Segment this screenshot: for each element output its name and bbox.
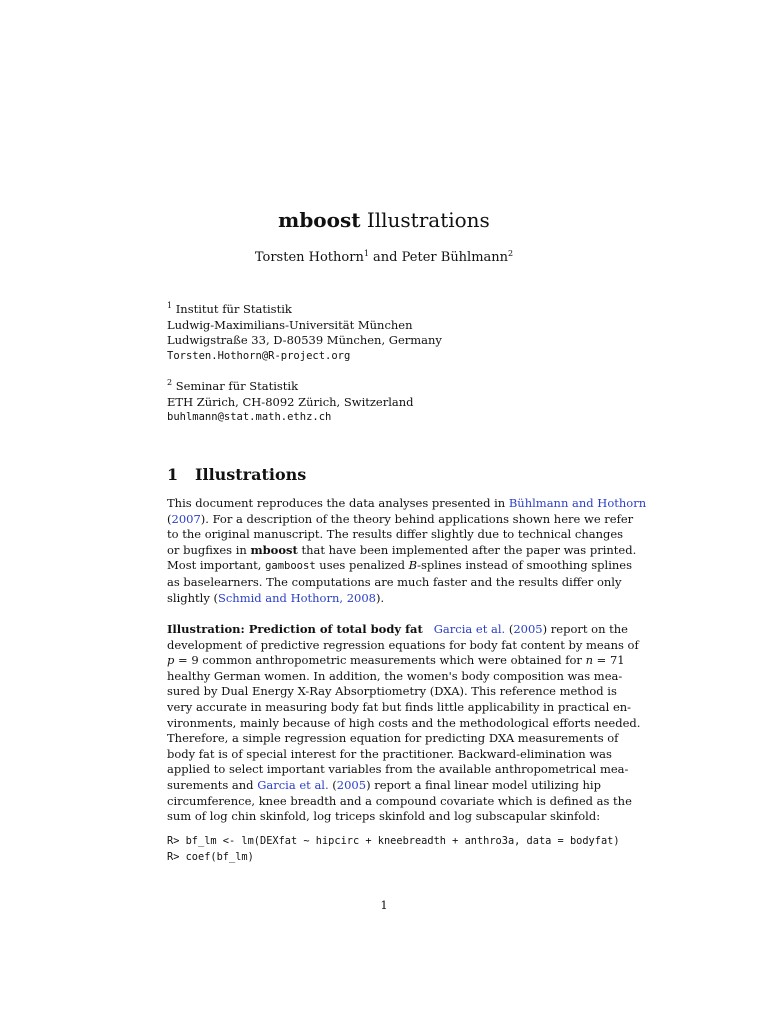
p2-paren-2: ( [328, 777, 337, 792]
p2-line-10: applied to select important variables from the available anthropometrical mea- [167, 762, 629, 777]
p1-line-5c: -splines instead of smoothing splines [417, 558, 633, 573]
bodyfat-paragraph [167, 622, 641, 825]
p2-line-9: body fat is of special interest for the practitioner. Backward-elimination was [167, 746, 612, 761]
p2-line-13: sum of log chin skinfold, log triceps skinfold and log subscapular skinfold: [167, 809, 601, 824]
p2-line-1: ) report on the [542, 622, 628, 636]
p1-mboost: mboost [250, 542, 298, 557]
p1-gamboost-code: gamboost [265, 560, 316, 573]
citation-garcia-1[interactable]: Garcia et al. [433, 622, 506, 636]
intro-paragraph [167, 496, 647, 606]
author-line [0, 250, 768, 265]
page-number: 1 [380, 898, 388, 912]
p1-line-3: to the original manuscript. The results differ slightly due to technical changes [167, 527, 624, 542]
author-2-mark: 2 [508, 249, 514, 258]
p2-line-8: Therefore, a simple regression equation for predicting DXA measurements of [167, 731, 619, 746]
p2-paren-1: ( [505, 622, 514, 636]
p1-line-2: ). For a description of the theory behind applications shown here we refer [200, 511, 634, 526]
p1-line-1: This document reproduces the data analyses presented in [167, 496, 509, 510]
section-title: Illustrations [195, 465, 307, 484]
citation-buhlmann-hothorn[interactable]: Bühlmann and Hothorn [508, 496, 647, 510]
affiliation-2-line-1: Seminar für Statistik [172, 379, 299, 393]
code-line-2: R> coef(bf_lm) [167, 850, 254, 863]
author-2: Peter Bühlmann [401, 250, 509, 265]
r-code-block [167, 834, 620, 865]
p1-line-7a: slightly ( [167, 590, 218, 605]
illustration-heading: Illustration: Prediction of total body fat [167, 622, 423, 636]
affiliation-1-mark: 1 [167, 301, 173, 310]
p2-p-italic: p [167, 653, 175, 668]
affiliation-1-line-1: Institut für Statistik [172, 302, 292, 316]
p2-line-5: sured by Dual Energy X-Ray Absorptiometry (DXA). This reference method is [167, 684, 617, 699]
affiliation-1 [167, 302, 442, 364]
p1-b-italic: B [408, 558, 418, 573]
affiliation-2-mark: 2 [167, 378, 173, 387]
citation-year-2005-b[interactable]: 2005 [336, 777, 367, 792]
section-heading [167, 465, 306, 484]
p2-line-3d: = 71 [593, 653, 625, 668]
p1-paren: ( [167, 511, 172, 526]
code-line-1: R> bf_lm <- lm(DEXfat ~ hipcirc + kneebreadth + anthro3a, data = bodyfat) [167, 835, 620, 847]
p1-line-7b: ). [375, 590, 385, 605]
author-1: Torsten Hothorn [254, 250, 364, 265]
p2-line-11a: surements and [167, 777, 258, 792]
p2-n-italic: n [585, 653, 593, 668]
author-1-mark: 1 [363, 249, 369, 258]
p2-line-3b: = 9 common anthropometric measurements which were obtained for [174, 653, 586, 668]
citation-year-2005-a[interactable]: 2005 [513, 622, 543, 636]
affiliation-2-email[interactable]: buhlmann@stat.math.ethz.ch [167, 411, 332, 423]
affiliation-2-line-2: ETH Zürich, CH-8092 Zürich, Switzerland [167, 394, 414, 409]
affiliation-2 [167, 379, 414, 426]
title-package-name: mboost [278, 208, 361, 232]
p2-line-2: development of predictive regression equations for body fat content by means of [167, 637, 639, 652]
p1-line-5b: uses penalized [315, 558, 409, 573]
p2-line-6: very accurate in measuring body fat but finds little applicability in practical en- [167, 699, 632, 714]
author-and: and [368, 250, 402, 265]
p1-line-5a: Most important, [167, 558, 266, 573]
p2-line-4: healthy German women. In addition, the women's body composition was mea- [167, 668, 623, 683]
affiliation-1-email[interactable]: Torsten.Hothorn@R-project.org [167, 349, 351, 362]
paper-title [0, 208, 768, 232]
citation-schmid-hothorn[interactable]: Schmid and Hothorn, 2008 [217, 590, 376, 605]
p1-line-4b: that have been implemented after the paper was printed. [297, 542, 637, 557]
p2-line-7: vironments, mainly because of high costs and the methodological efforts needed. [167, 715, 641, 730]
p1-line-4a: or bugfixes in [167, 542, 251, 557]
title-rest: Illustrations [360, 208, 490, 232]
citation-year-2007[interactable]: 2007 [171, 511, 201, 526]
p2-line-11b: ) report a final linear model utilizing hip [366, 777, 601, 792]
citation-garcia-2[interactable]: Garcia et al. [257, 777, 329, 792]
affiliation-1-line-2: Ludwig-Maximilians-Universität München [167, 317, 413, 332]
p1-line-6: as baselearners. The computations are much faster and the results differ only [167, 574, 622, 589]
affiliation-1-line-3: Ludwigstraße 33, D-80539 München, Germany [167, 333, 442, 347]
section-number: 1 [167, 465, 179, 484]
p2-line-12: circumference, knee breadth and a compound covariate which is defined as the [167, 793, 632, 808]
